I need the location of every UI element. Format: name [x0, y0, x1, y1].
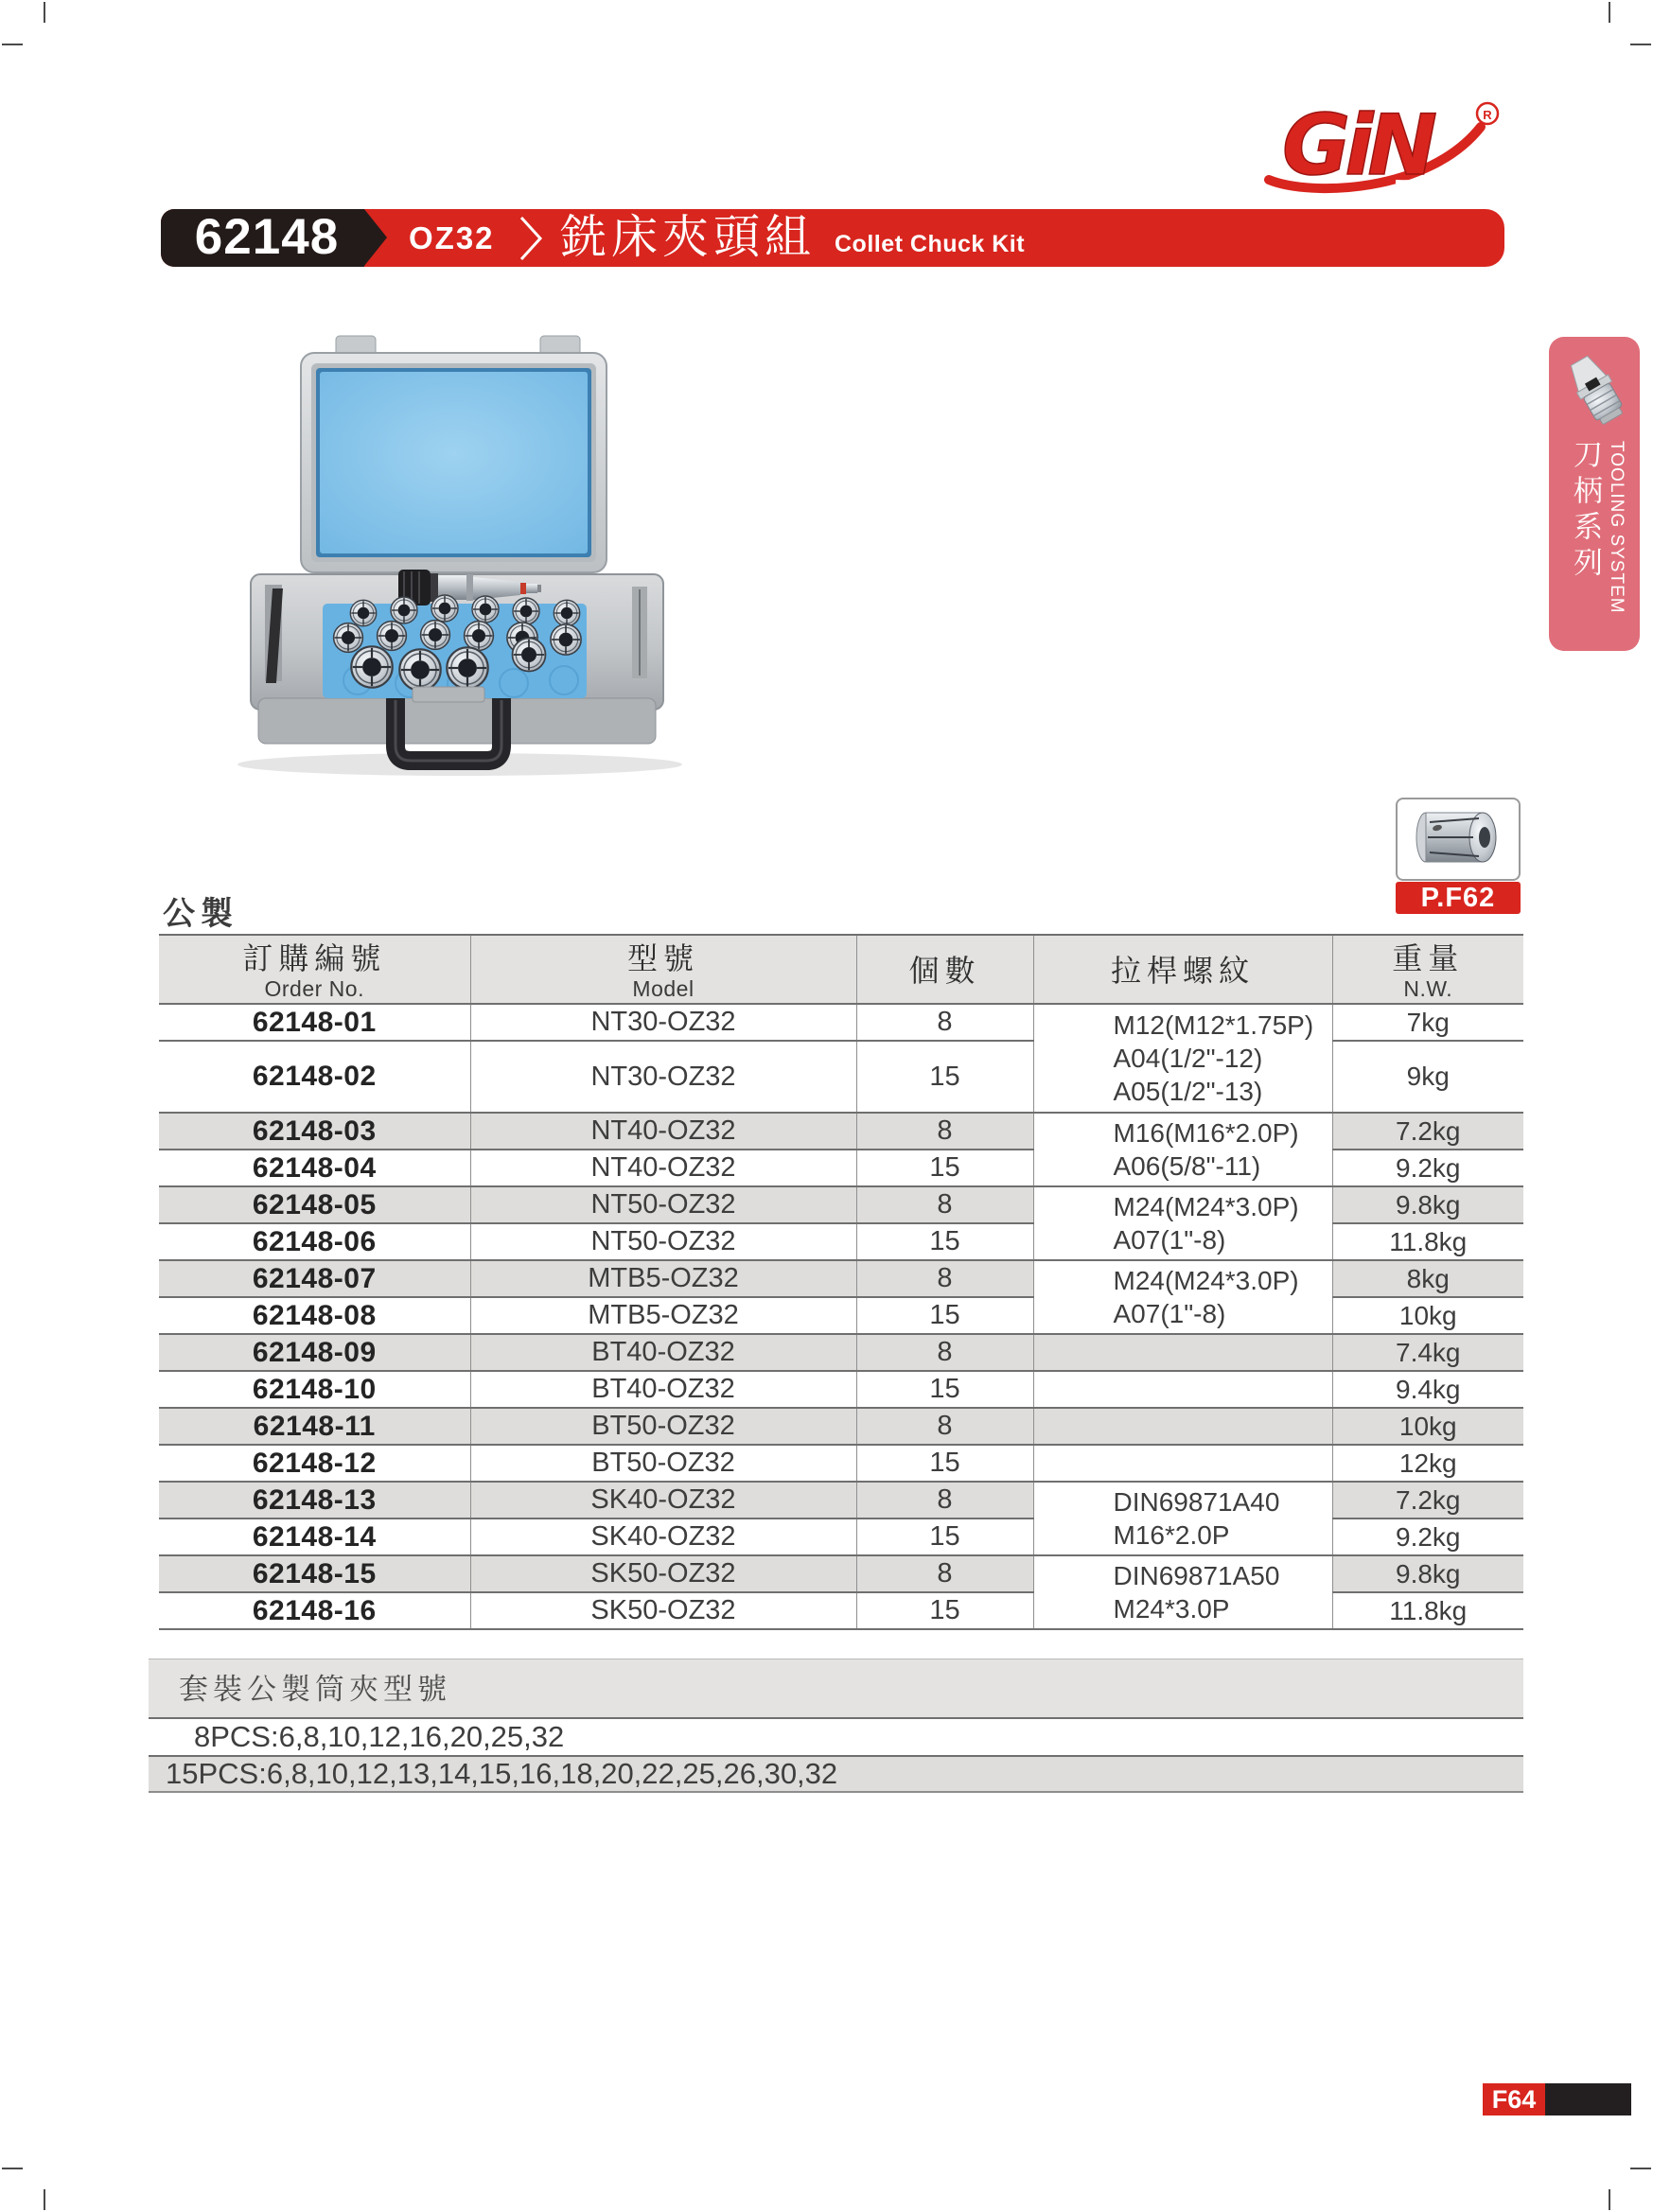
table-row	[159, 1445, 1523, 1482]
gin-logo-text: GiN	[1282, 97, 1433, 194]
tool-holder-icon	[1555, 344, 1636, 444]
order-no-cell: 62148-06	[159, 1223, 470, 1260]
thread-cell	[1033, 1371, 1332, 1408]
weight-cell: 7.2kg	[1332, 1113, 1523, 1150]
table-row	[159, 1371, 1523, 1408]
chevron-icon	[519, 217, 543, 265]
spec-table	[159, 934, 1523, 1630]
thread-cell: M24(M24*3.0P) A07(1"-8)	[1033, 1186, 1332, 1260]
qty-cell: 15	[856, 1371, 1033, 1408]
collet-set-15pcs: 15PCS:6,8,10,12,13,14,15,16,18,20,22,25,26,30,32	[149, 1757, 1523, 1793]
table-row	[159, 1004, 1523, 1041]
thread-cell: DIN69871A40 M16*2.0P	[1033, 1482, 1332, 1555]
qty-cell: 15	[856, 1223, 1033, 1260]
weight-cell: 7kg	[1332, 1004, 1523, 1041]
weight-cell: 11.8kg	[1332, 1223, 1523, 1260]
weight-cell: 10kg	[1332, 1408, 1523, 1445]
order-no-cell: 62148-02	[159, 1041, 470, 1113]
header-banner	[161, 209, 1504, 267]
qty-cell: 8	[856, 1113, 1033, 1150]
section-label-metric: 公製	[163, 896, 238, 932]
qty-cell: 8	[856, 1186, 1033, 1223]
weight-cell: 8kg	[1332, 1260, 1523, 1297]
crop-mark	[2, 44, 23, 45]
col-header-order: 訂購編號 Order No.	[159, 935, 470, 1004]
order-no-cell: 62148-04	[159, 1150, 470, 1186]
side-tab-label-en: TOOLING SYSTEM	[1607, 441, 1627, 614]
page-title-zh: 銑床夾頭組	[560, 212, 817, 263]
qty-cell: 15	[856, 1519, 1033, 1555]
weight-cell: 9.2kg	[1332, 1150, 1523, 1186]
page-number-bar	[1545, 2083, 1631, 2115]
qty-cell: 8	[856, 1408, 1033, 1445]
weight-cell: 9.2kg	[1332, 1519, 1523, 1555]
crop-mark	[1609, 2, 1610, 23]
model-cell: BT50-OZ32	[470, 1445, 856, 1482]
qty-cell: 15	[856, 1150, 1033, 1186]
table-row	[159, 1113, 1523, 1150]
qty-cell: 8	[856, 1334, 1033, 1371]
crop-mark	[44, 2189, 45, 2210]
model-cell: MTB5-OZ32	[470, 1297, 856, 1334]
thread-cell	[1033, 1334, 1332, 1371]
qty-cell: 8	[856, 1555, 1033, 1592]
weight-cell: 7.4kg	[1332, 1334, 1523, 1371]
gin-logo	[1254, 87, 1509, 208]
weight-cell: 10kg	[1332, 1297, 1523, 1334]
model-cell: NT50-OZ32	[470, 1186, 856, 1223]
col-header-model: 型號 Model	[470, 935, 856, 1004]
model-cell: SK50-OZ32	[470, 1592, 856, 1629]
thread-cell	[1033, 1408, 1332, 1445]
spec-table-body	[159, 1004, 1523, 1629]
weight-cell: 7.2kg	[1332, 1482, 1523, 1519]
model-cell: BT50-OZ32	[470, 1408, 856, 1445]
table-row	[159, 1555, 1523, 1592]
model-cell: SK40-OZ32	[470, 1482, 856, 1519]
order-no-cell: 62148-10	[159, 1371, 470, 1408]
weight-cell: 12kg	[1332, 1445, 1523, 1482]
order-no-cell: 62148-13	[159, 1482, 470, 1519]
weight-cell: 11.8kg	[1332, 1592, 1523, 1629]
model-cell: NT40-OZ32	[470, 1113, 856, 1150]
weight-cell: 9kg	[1332, 1041, 1523, 1113]
collet-set-8pcs: 8PCS:6,8,10,12,16,20,25,32	[149, 1719, 1523, 1757]
thread-cell: DIN69871A50 M24*3.0P	[1033, 1555, 1332, 1629]
weight-cell: 9.8kg	[1332, 1555, 1523, 1592]
model-cell: NT30-OZ32	[470, 1041, 856, 1113]
order-no-cell: 62148-03	[159, 1113, 470, 1150]
collet-set-title: 套裝公製筒夾型號	[149, 1659, 1523, 1719]
table-row	[159, 1260, 1523, 1297]
table-row	[159, 1408, 1523, 1445]
page-title-en: Collet Chuck Kit	[835, 231, 1026, 257]
weight-cell: 9.8kg	[1332, 1186, 1523, 1223]
thread-cell: M12(M12*1.75P) A04(1/2"-12) A05(1/2"-13)	[1033, 1004, 1332, 1113]
table-row	[159, 1482, 1523, 1519]
model-cell: MTB5-OZ32	[470, 1260, 856, 1297]
model-cell: BT40-OZ32	[470, 1334, 856, 1371]
order-no-cell: 62148-01	[159, 1004, 470, 1041]
order-no-cell: 62148-09	[159, 1334, 470, 1371]
collet-thumbnail	[1396, 798, 1521, 881]
crop-mark	[44, 2, 45, 23]
order-no-cell: 62148-12	[159, 1445, 470, 1482]
model-cell: NT30-OZ32	[470, 1004, 856, 1041]
crop-mark	[2, 2168, 23, 2169]
model-cell: SK40-OZ32	[470, 1519, 856, 1555]
product-photo	[216, 312, 821, 885]
page-number-badge: F64	[1483, 2083, 1545, 2115]
side-tab-tooling-system	[1549, 337, 1640, 651]
qty-cell: 15	[856, 1445, 1033, 1482]
collet-set-section	[149, 1659, 1523, 1793]
qty-cell: 8	[856, 1260, 1033, 1297]
qty-cell: 8	[856, 1004, 1033, 1041]
qty-cell: 15	[856, 1592, 1033, 1629]
table-header-row	[159, 935, 1523, 1004]
crop-mark	[1609, 2189, 1610, 2210]
crop-mark	[1630, 2168, 1651, 2169]
order-no-cell: 62148-15	[159, 1555, 470, 1592]
thread-cell	[1033, 1445, 1332, 1482]
col-header-weight: 重量 N.W.	[1332, 935, 1523, 1004]
qty-cell: 15	[856, 1297, 1033, 1334]
order-no-cell: 62148-11	[159, 1408, 470, 1445]
order-no-cell: 62148-14	[159, 1519, 470, 1555]
page-ref-badge: P.F62	[1396, 882, 1521, 914]
size-code: OZ32	[409, 220, 495, 255]
table-row	[159, 1186, 1523, 1223]
col-header-qty: 個數	[856, 935, 1033, 1004]
item-code: 62148	[194, 209, 340, 265]
table-row	[159, 1334, 1523, 1371]
side-tab-label-zh: 刀柄系列	[1569, 439, 1602, 583]
crop-mark	[1630, 44, 1651, 45]
model-cell: NT40-OZ32	[470, 1150, 856, 1186]
model-cell: NT50-OZ32	[470, 1223, 856, 1260]
qty-cell: 8	[856, 1482, 1033, 1519]
order-no-cell: 62148-07	[159, 1260, 470, 1297]
order-no-cell: 62148-08	[159, 1297, 470, 1334]
col-header-thread: 拉桿螺紋	[1033, 935, 1332, 1004]
model-cell: SK50-OZ32	[470, 1555, 856, 1592]
qty-cell: 15	[856, 1041, 1033, 1113]
order-no-cell: 62148-16	[159, 1592, 470, 1629]
thread-cell: M24(M24*3.0P) A07(1"-8)	[1033, 1260, 1332, 1334]
order-no-cell: 62148-05	[159, 1186, 470, 1223]
registered-mark: R	[1483, 108, 1492, 122]
weight-cell: 9.4kg	[1332, 1371, 1523, 1408]
model-cell: BT40-OZ32	[470, 1371, 856, 1408]
thread-cell: M16(M16*2.0P) A06(5/8"-11)	[1033, 1113, 1332, 1186]
